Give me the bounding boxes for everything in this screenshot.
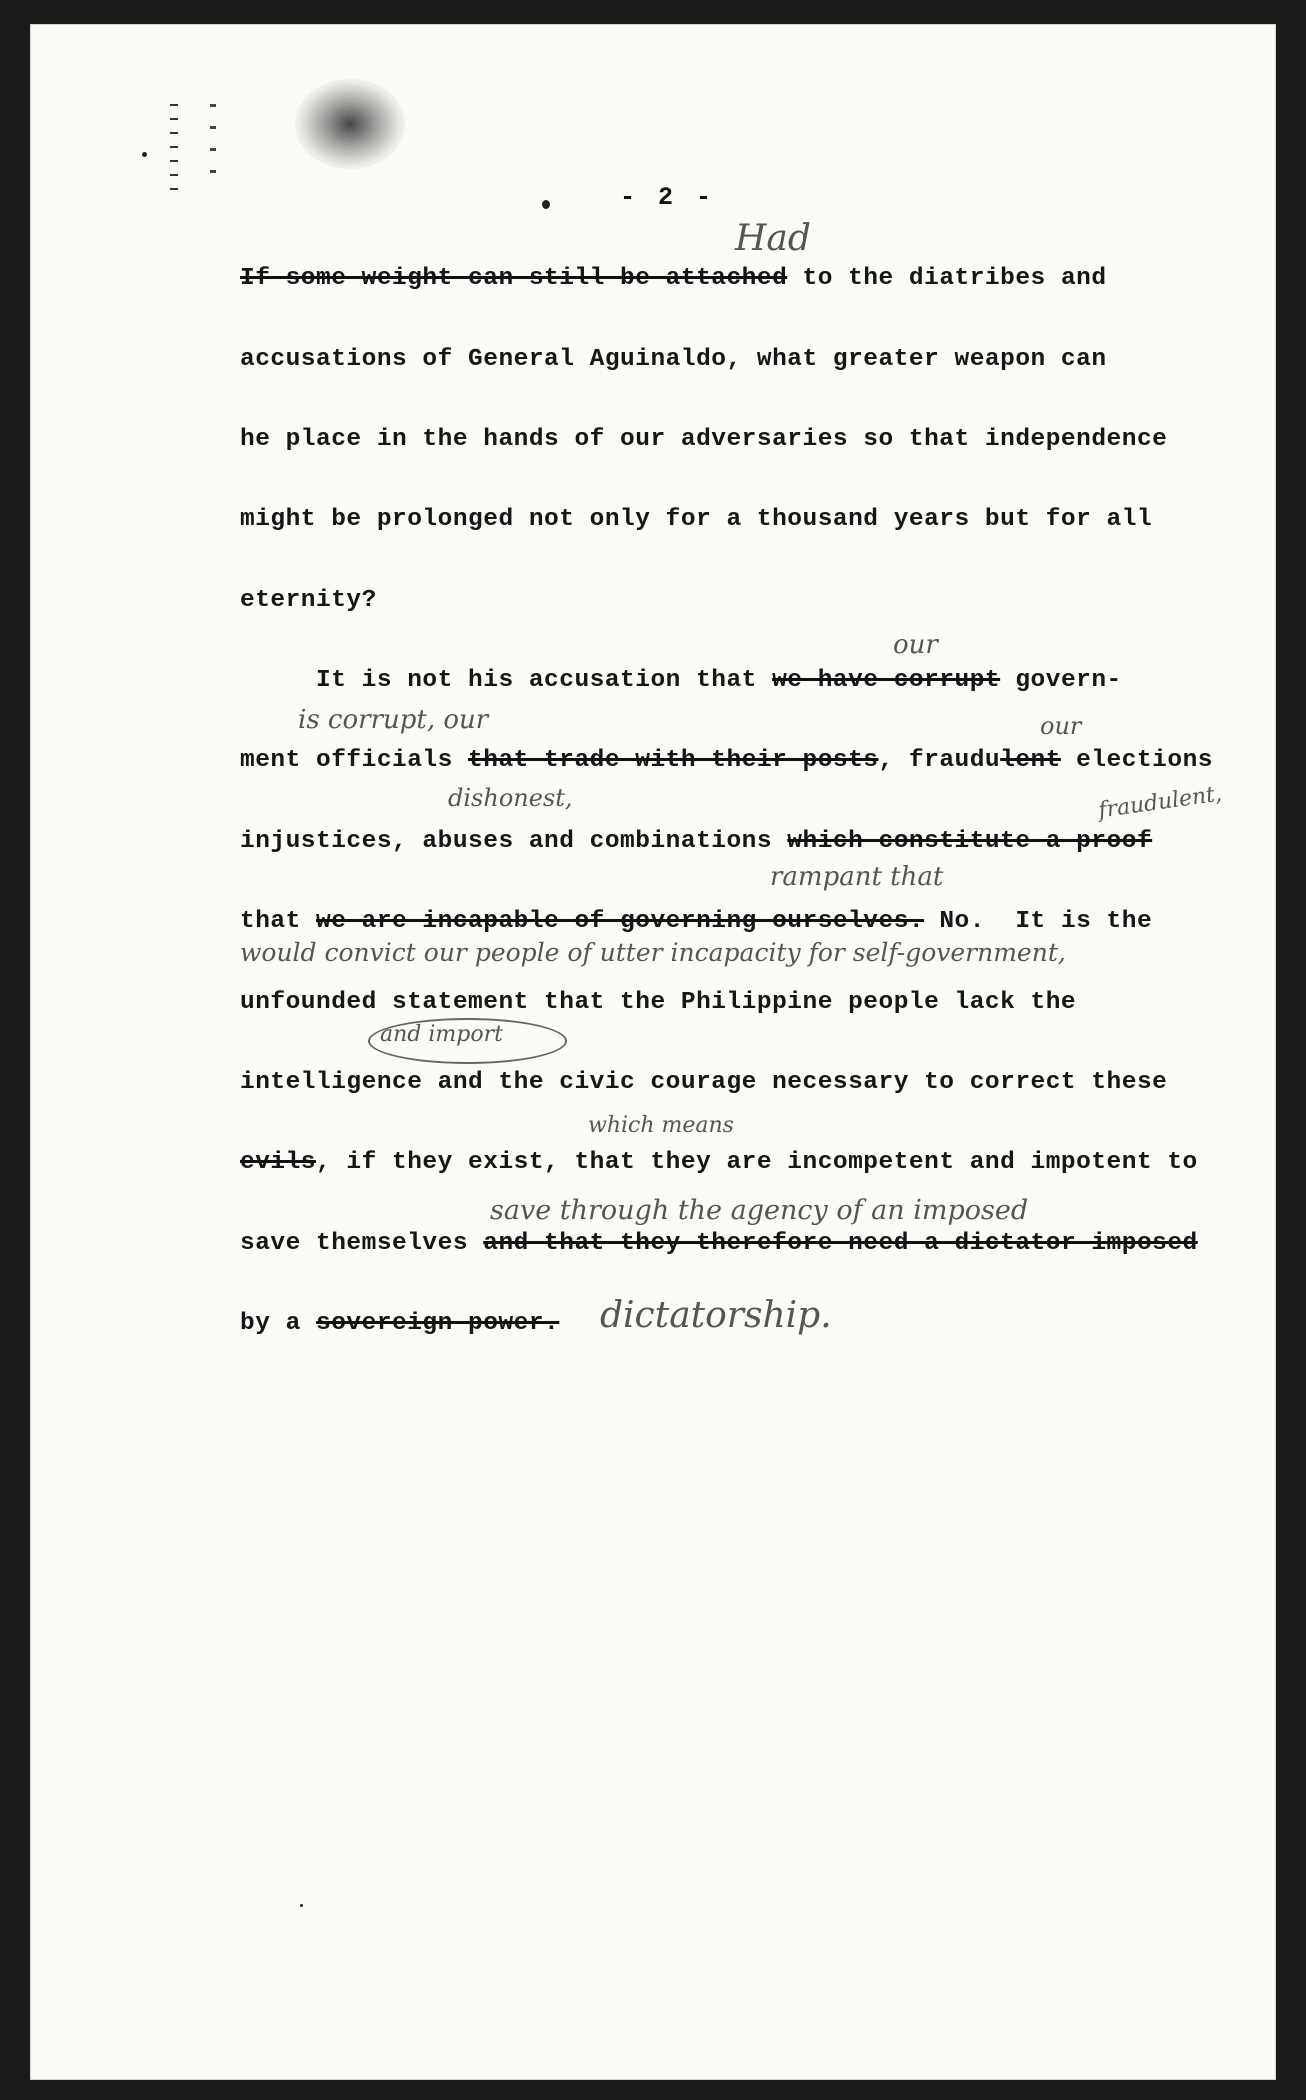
ink-fleck xyxy=(542,200,550,209)
text-line: unfounded statement that the Philippine people lack the xyxy=(240,989,1077,1016)
text-line: he place in the hands of our adversaries so that independence xyxy=(240,426,1168,453)
handwritten-note: dishonest, xyxy=(448,784,573,812)
handwritten-note: our xyxy=(893,630,938,660)
text-line: by a sovereign power. xyxy=(240,1310,560,1337)
handwritten-note: would convict our people of utter incapacity for self-government, xyxy=(240,938,1066,967)
handwritten-note: our xyxy=(1040,712,1082,740)
text-line: might be prolonged not only for a thousand years but for all xyxy=(240,506,1153,533)
text-line: intelligence and the civic courage necessary to correct these xyxy=(240,1069,1168,1096)
handwritten-note: fraudulent, xyxy=(1096,781,1224,824)
text-line: that we are incapable of governing ourselves. No. It is the xyxy=(240,908,1153,935)
text-line: evils, if they exist, that they are incompetent and impotent to xyxy=(240,1149,1198,1176)
handwritten-note: which means xyxy=(588,1113,734,1138)
text-line: It is not his accusation that we have corrupt govern- xyxy=(240,667,1122,694)
text-line: save themselves and that they therefore need a dictator imposed xyxy=(240,1230,1198,1257)
ink-smudge xyxy=(295,79,405,169)
ink-fleck xyxy=(142,152,147,157)
punch-mark xyxy=(170,104,178,194)
handwritten-note: save through the agency of an imposed xyxy=(490,1195,1029,1226)
handwritten-note: and import xyxy=(380,1022,503,1047)
document-page xyxy=(30,24,1276,2080)
page-number: - 2 - xyxy=(620,183,716,212)
text-line: accusations of General Aguinaldo, what greater weapon can xyxy=(240,346,1107,373)
text-line: injustices, abuses and combinations which constitute a proof xyxy=(240,828,1153,855)
handwritten-note: Had xyxy=(735,218,811,259)
handwritten-note: dictatorship. xyxy=(600,1295,832,1336)
text-line: If some weight can still be attached to the diatribes and xyxy=(240,265,1107,292)
text-line: ment officials that trade with their posts, fraudulent elections xyxy=(240,747,1213,774)
ink-fleck xyxy=(300,1904,303,1907)
handwritten-note: is corrupt, our xyxy=(298,705,489,735)
text-line: eternity? xyxy=(240,587,377,614)
handwritten-note: rampant that xyxy=(770,862,944,892)
punch-mark xyxy=(210,104,216,184)
